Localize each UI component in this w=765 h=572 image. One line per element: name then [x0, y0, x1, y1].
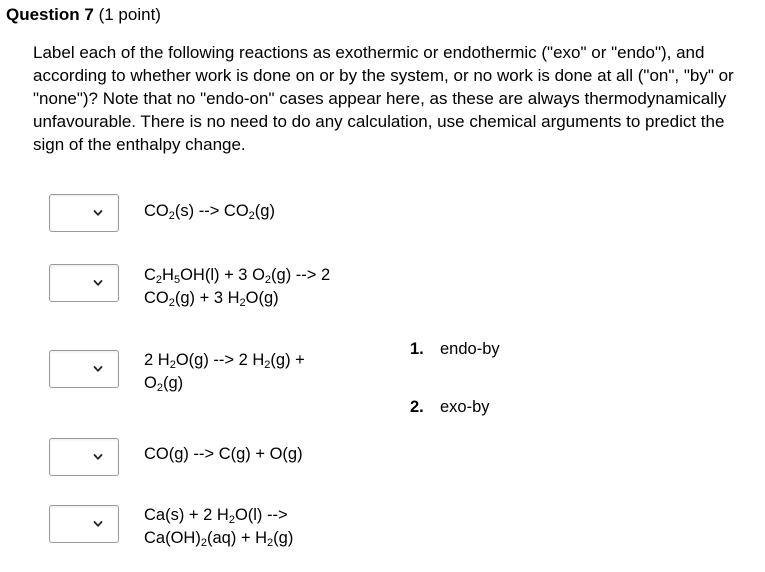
- subscript: 2: [168, 297, 175, 309]
- reaction-line: $C_2H_5OH(l) + 3$ $O_2(g)$ --> 2: [144, 266, 331, 286]
- question-header: [6, 4, 161, 26]
- answer-choice: [410, 338, 500, 360]
- question-title: Question 7: [6, 5, 94, 24]
- subscript: 2: [168, 210, 175, 222]
- answer-dropdown[interactable]: [49, 505, 119, 543]
- chevron-down-icon: [93, 520, 103, 528]
- question-points: (1 point): [98, 5, 161, 24]
- answer-choice-number: 2.: [410, 398, 424, 416]
- chevron-down-icon: [93, 365, 103, 373]
- chevron-down-icon: [93, 279, 103, 287]
- reaction-equation: [144, 349, 305, 395]
- subscript: 2: [239, 297, 246, 309]
- reaction-equation: [144, 200, 275, 223]
- answer-choice-number: 1.: [410, 340, 424, 358]
- answer-choice-label: exo-by: [440, 398, 490, 416]
- subscript: 2: [169, 359, 176, 371]
- reaction-equation: [144, 504, 293, 550]
- subscript: 2: [264, 274, 272, 286]
- question-prompt: Label each of the following reactions as exothermic or endothermic ("exo" or "endo"), and according to whether work is done on or by the system, or no work is done at all ("on", "by" or "none")? Note that no "endo-on" cases appear here, as these are always thermodynamically unfavourable. There is no need to do any calculation, use chemical arguments to predict the sign of the enthalpy change.: [33, 43, 734, 154]
- subscript: 2: [200, 537, 207, 549]
- subscript: 2: [156, 382, 163, 394]
- reaction-line: Ca(s) + 2 $H_2O(l)$ -->: [144, 506, 288, 526]
- reaction-equation: [144, 264, 330, 310]
- reaction-line: $CO_2(g) + 3$ $H_2O(g)$: [144, 289, 279, 309]
- subscript: 2: [267, 537, 274, 549]
- answer-dropdown[interactable]: [49, 438, 119, 476]
- answer-dropdown[interactable]: [49, 350, 119, 388]
- reaction-line: $CO_2(s)$ --> $CO_2(g)$: [144, 202, 275, 222]
- reaction-equation: [144, 443, 303, 466]
- reaction-line: 2 $H_2O(g)$ --> 2 $H_2(g)$ +: [144, 351, 305, 371]
- chevron-down-icon: [93, 453, 103, 461]
- subscript: 5: [173, 274, 181, 286]
- subscript: 2: [264, 359, 271, 371]
- subscript: 2: [248, 210, 255, 222]
- subscript: 2: [155, 274, 163, 286]
- reaction-line: $O_2(g)$: [144, 374, 184, 394]
- subscript: 2: [228, 514, 235, 526]
- reaction-line: $Ca(OH)_2(aq) + H_2(g)$: [144, 529, 294, 549]
- answer-choice-label: endo-by: [440, 340, 500, 358]
- answer-dropdown[interactable]: [49, 194, 119, 232]
- chevron-down-icon: [93, 209, 103, 217]
- answer-choice: [410, 396, 490, 418]
- answer-dropdown[interactable]: [49, 264, 119, 302]
- reaction-line: CO(g) --> C(g) + O(g): [144, 445, 303, 463]
